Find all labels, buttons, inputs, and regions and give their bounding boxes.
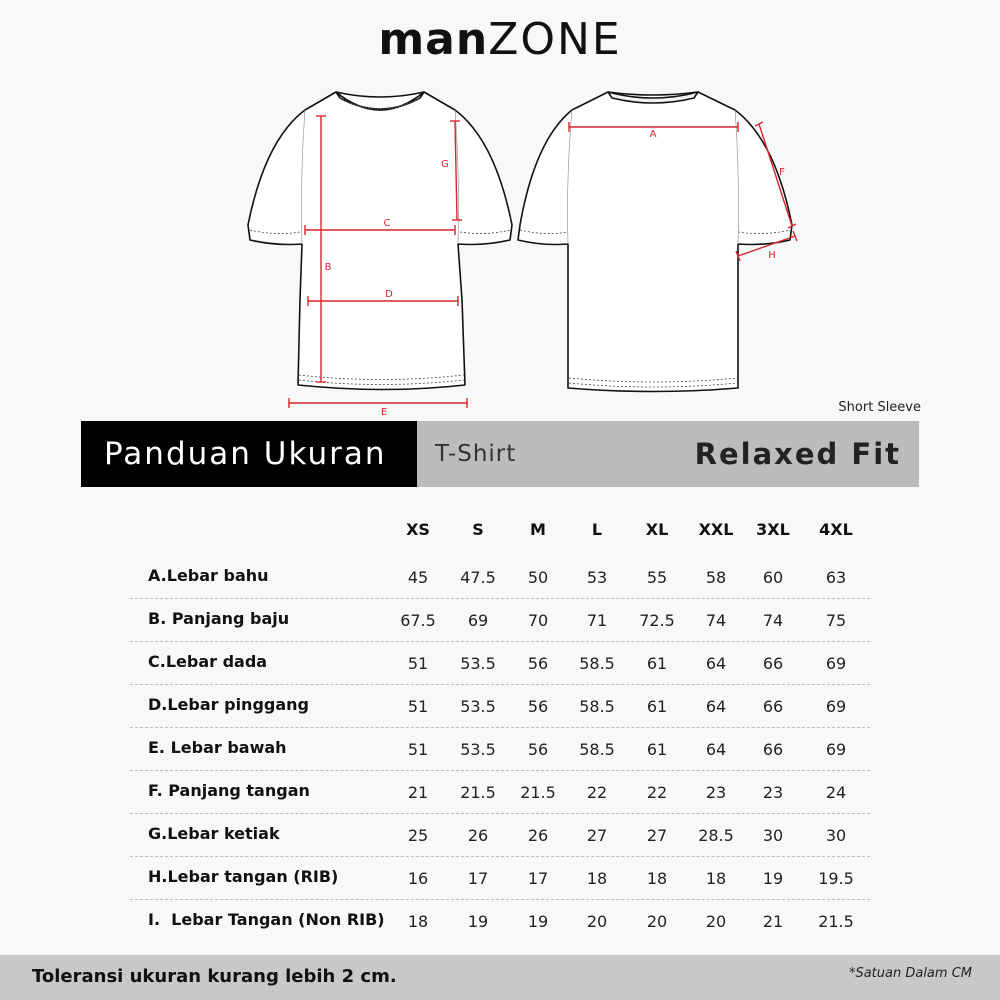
size-header-xl: XL bbox=[645, 520, 669, 539]
table-cell: 26 bbox=[527, 826, 549, 845]
tshirt-front bbox=[248, 92, 512, 390]
table-cell: 45 bbox=[407, 568, 429, 587]
table-cell: 61 bbox=[646, 654, 668, 673]
table-cell: 19 bbox=[527, 912, 549, 931]
row-label: B. Panjang baju bbox=[148, 609, 290, 628]
table-cell: 53.5 bbox=[460, 654, 496, 673]
table-cell: 19.5 bbox=[818, 869, 854, 888]
measure-letter-c: C bbox=[383, 218, 391, 229]
table-cell: 51 bbox=[407, 740, 429, 759]
size-header-l: L bbox=[591, 520, 603, 539]
table-cell: 22 bbox=[646, 783, 668, 802]
table-cell: 53.5 bbox=[460, 697, 496, 716]
table-cell: 69 bbox=[825, 654, 847, 673]
row-label: G.Lebar ketiak bbox=[148, 824, 280, 843]
table-cell: 69 bbox=[467, 611, 489, 630]
table-cell: 27 bbox=[586, 826, 608, 845]
table-cell: 17 bbox=[527, 869, 549, 888]
measure-letter-h: H bbox=[768, 250, 776, 261]
table-cell: 64 bbox=[705, 654, 727, 673]
table-cell: 26 bbox=[467, 826, 489, 845]
brand-logo-bold: man bbox=[378, 14, 489, 65]
table-row bbox=[0, 642, 1000, 685]
table-cell: 47.5 bbox=[460, 568, 496, 587]
measure-letter-f: F bbox=[779, 167, 785, 178]
banner-product-type: T-Shirt bbox=[435, 441, 517, 467]
table-cell: 51 bbox=[407, 697, 429, 716]
table-cell: 25 bbox=[407, 826, 429, 845]
table-cell: 53 bbox=[586, 568, 608, 587]
table-cell: 74 bbox=[762, 611, 784, 630]
table-cell: 64 bbox=[705, 697, 727, 716]
table-cell: 30 bbox=[762, 826, 784, 845]
size-header-3xl: 3XL bbox=[756, 520, 790, 539]
size-header-m: M bbox=[530, 520, 546, 539]
size-header-row bbox=[0, 520, 1000, 544]
row-label: A.Lebar bahu bbox=[148, 566, 269, 585]
table-cell: 20 bbox=[705, 912, 727, 931]
table-cell: 69 bbox=[825, 697, 847, 716]
table-cell: 72.5 bbox=[639, 611, 675, 630]
table-cell: 21.5 bbox=[520, 783, 556, 802]
brand-logo bbox=[0, 14, 1000, 66]
unit-note: *Satuan Dalam CM bbox=[848, 966, 972, 981]
table-cell: 21.5 bbox=[460, 783, 496, 802]
row-label: D.Lebar pinggang bbox=[148, 695, 309, 714]
table-cell: 30 bbox=[825, 826, 847, 845]
table-row bbox=[0, 728, 1000, 771]
row-label: C.Lebar dada bbox=[148, 652, 268, 671]
row-label: E. Lebar bawah bbox=[148, 738, 287, 757]
banner-title: Panduan Ukuran bbox=[81, 421, 417, 487]
table-cell: 61 bbox=[646, 740, 668, 759]
table-row bbox=[0, 556, 1000, 599]
table-cell: 50 bbox=[527, 568, 549, 587]
tshirt-measurement-diagram bbox=[0, 70, 1000, 420]
size-header-s: S bbox=[472, 520, 484, 539]
tolerance-note: Toleransi ukuran kurang lebih 2 cm. bbox=[32, 966, 397, 987]
table-cell: 23 bbox=[762, 783, 784, 802]
measure-letter-a: A bbox=[649, 129, 657, 140]
table-row bbox=[0, 814, 1000, 857]
table-cell: 28.5 bbox=[698, 826, 734, 845]
table-cell: 18 bbox=[586, 869, 608, 888]
table-cell: 63 bbox=[825, 568, 847, 587]
table-cell: 67.5 bbox=[400, 611, 436, 630]
table-cell: 58 bbox=[705, 568, 727, 587]
table-cell: 58.5 bbox=[579, 654, 615, 673]
table-row bbox=[0, 685, 1000, 728]
table-cell: 75 bbox=[825, 611, 847, 630]
table-cell: 71 bbox=[586, 611, 608, 630]
table-cell: 66 bbox=[762, 697, 784, 716]
table-cell: 58.5 bbox=[579, 697, 615, 716]
table-cell: 60 bbox=[762, 568, 784, 587]
row-label: I. Lebar Tangan (Non RIB) bbox=[148, 910, 385, 929]
table-row bbox=[0, 857, 1000, 900]
table-cell: 18 bbox=[407, 912, 429, 931]
measure-letter-b: B bbox=[324, 262, 332, 273]
table-cell: 53.5 bbox=[460, 740, 496, 759]
table-cell: 74 bbox=[705, 611, 727, 630]
table-cell: 19 bbox=[467, 912, 489, 931]
table-cell: 16 bbox=[407, 869, 429, 888]
table-cell: 58.5 bbox=[579, 740, 615, 759]
table-cell: 20 bbox=[646, 912, 668, 931]
table-cell: 27 bbox=[646, 826, 668, 845]
table-row bbox=[0, 599, 1000, 642]
table-cell: 51 bbox=[407, 654, 429, 673]
row-label: H.Lebar tangan (RIB) bbox=[148, 867, 339, 886]
footer-bar bbox=[0, 955, 1000, 1000]
measure-letter-g: G bbox=[441, 159, 449, 170]
table-cell: 21.5 bbox=[818, 912, 854, 931]
size-guide-banner bbox=[81, 421, 919, 487]
measure-letter-d: D bbox=[385, 289, 393, 300]
table-cell: 55 bbox=[646, 568, 668, 587]
row-label: F. Panjang tangan bbox=[148, 781, 310, 800]
size-header-xs: XS bbox=[406, 520, 430, 539]
table-cell: 66 bbox=[762, 654, 784, 673]
banner-fit: Relaxed Fit bbox=[694, 437, 901, 471]
table-cell: 66 bbox=[762, 740, 784, 759]
table-cell: 70 bbox=[527, 611, 549, 630]
brand-logo-light: ZONE bbox=[488, 14, 622, 65]
table-cell: 56 bbox=[527, 654, 549, 673]
measure-letter-e: E bbox=[380, 407, 388, 418]
sleeve-type-note: Short Sleeve bbox=[838, 400, 921, 415]
table-cell: 22 bbox=[586, 783, 608, 802]
table-cell: 20 bbox=[586, 912, 608, 931]
table-cell: 18 bbox=[705, 869, 727, 888]
size-header-4xl: 4XL bbox=[819, 520, 853, 539]
table-cell: 56 bbox=[527, 740, 549, 759]
size-header-xxl: XXL bbox=[698, 520, 734, 539]
table-cell: 61 bbox=[646, 697, 668, 716]
table-cell: 24 bbox=[825, 783, 847, 802]
table-row bbox=[0, 900, 1000, 943]
table-row bbox=[0, 771, 1000, 814]
table-cell: 64 bbox=[705, 740, 727, 759]
table-cell: 21 bbox=[407, 783, 429, 802]
table-cell: 23 bbox=[705, 783, 727, 802]
table-cell: 21 bbox=[762, 912, 784, 931]
table-cell: 17 bbox=[467, 869, 489, 888]
table-cell: 56 bbox=[527, 697, 549, 716]
table-cell: 69 bbox=[825, 740, 847, 759]
table-cell: 19 bbox=[762, 869, 784, 888]
table-cell: 18 bbox=[646, 869, 668, 888]
